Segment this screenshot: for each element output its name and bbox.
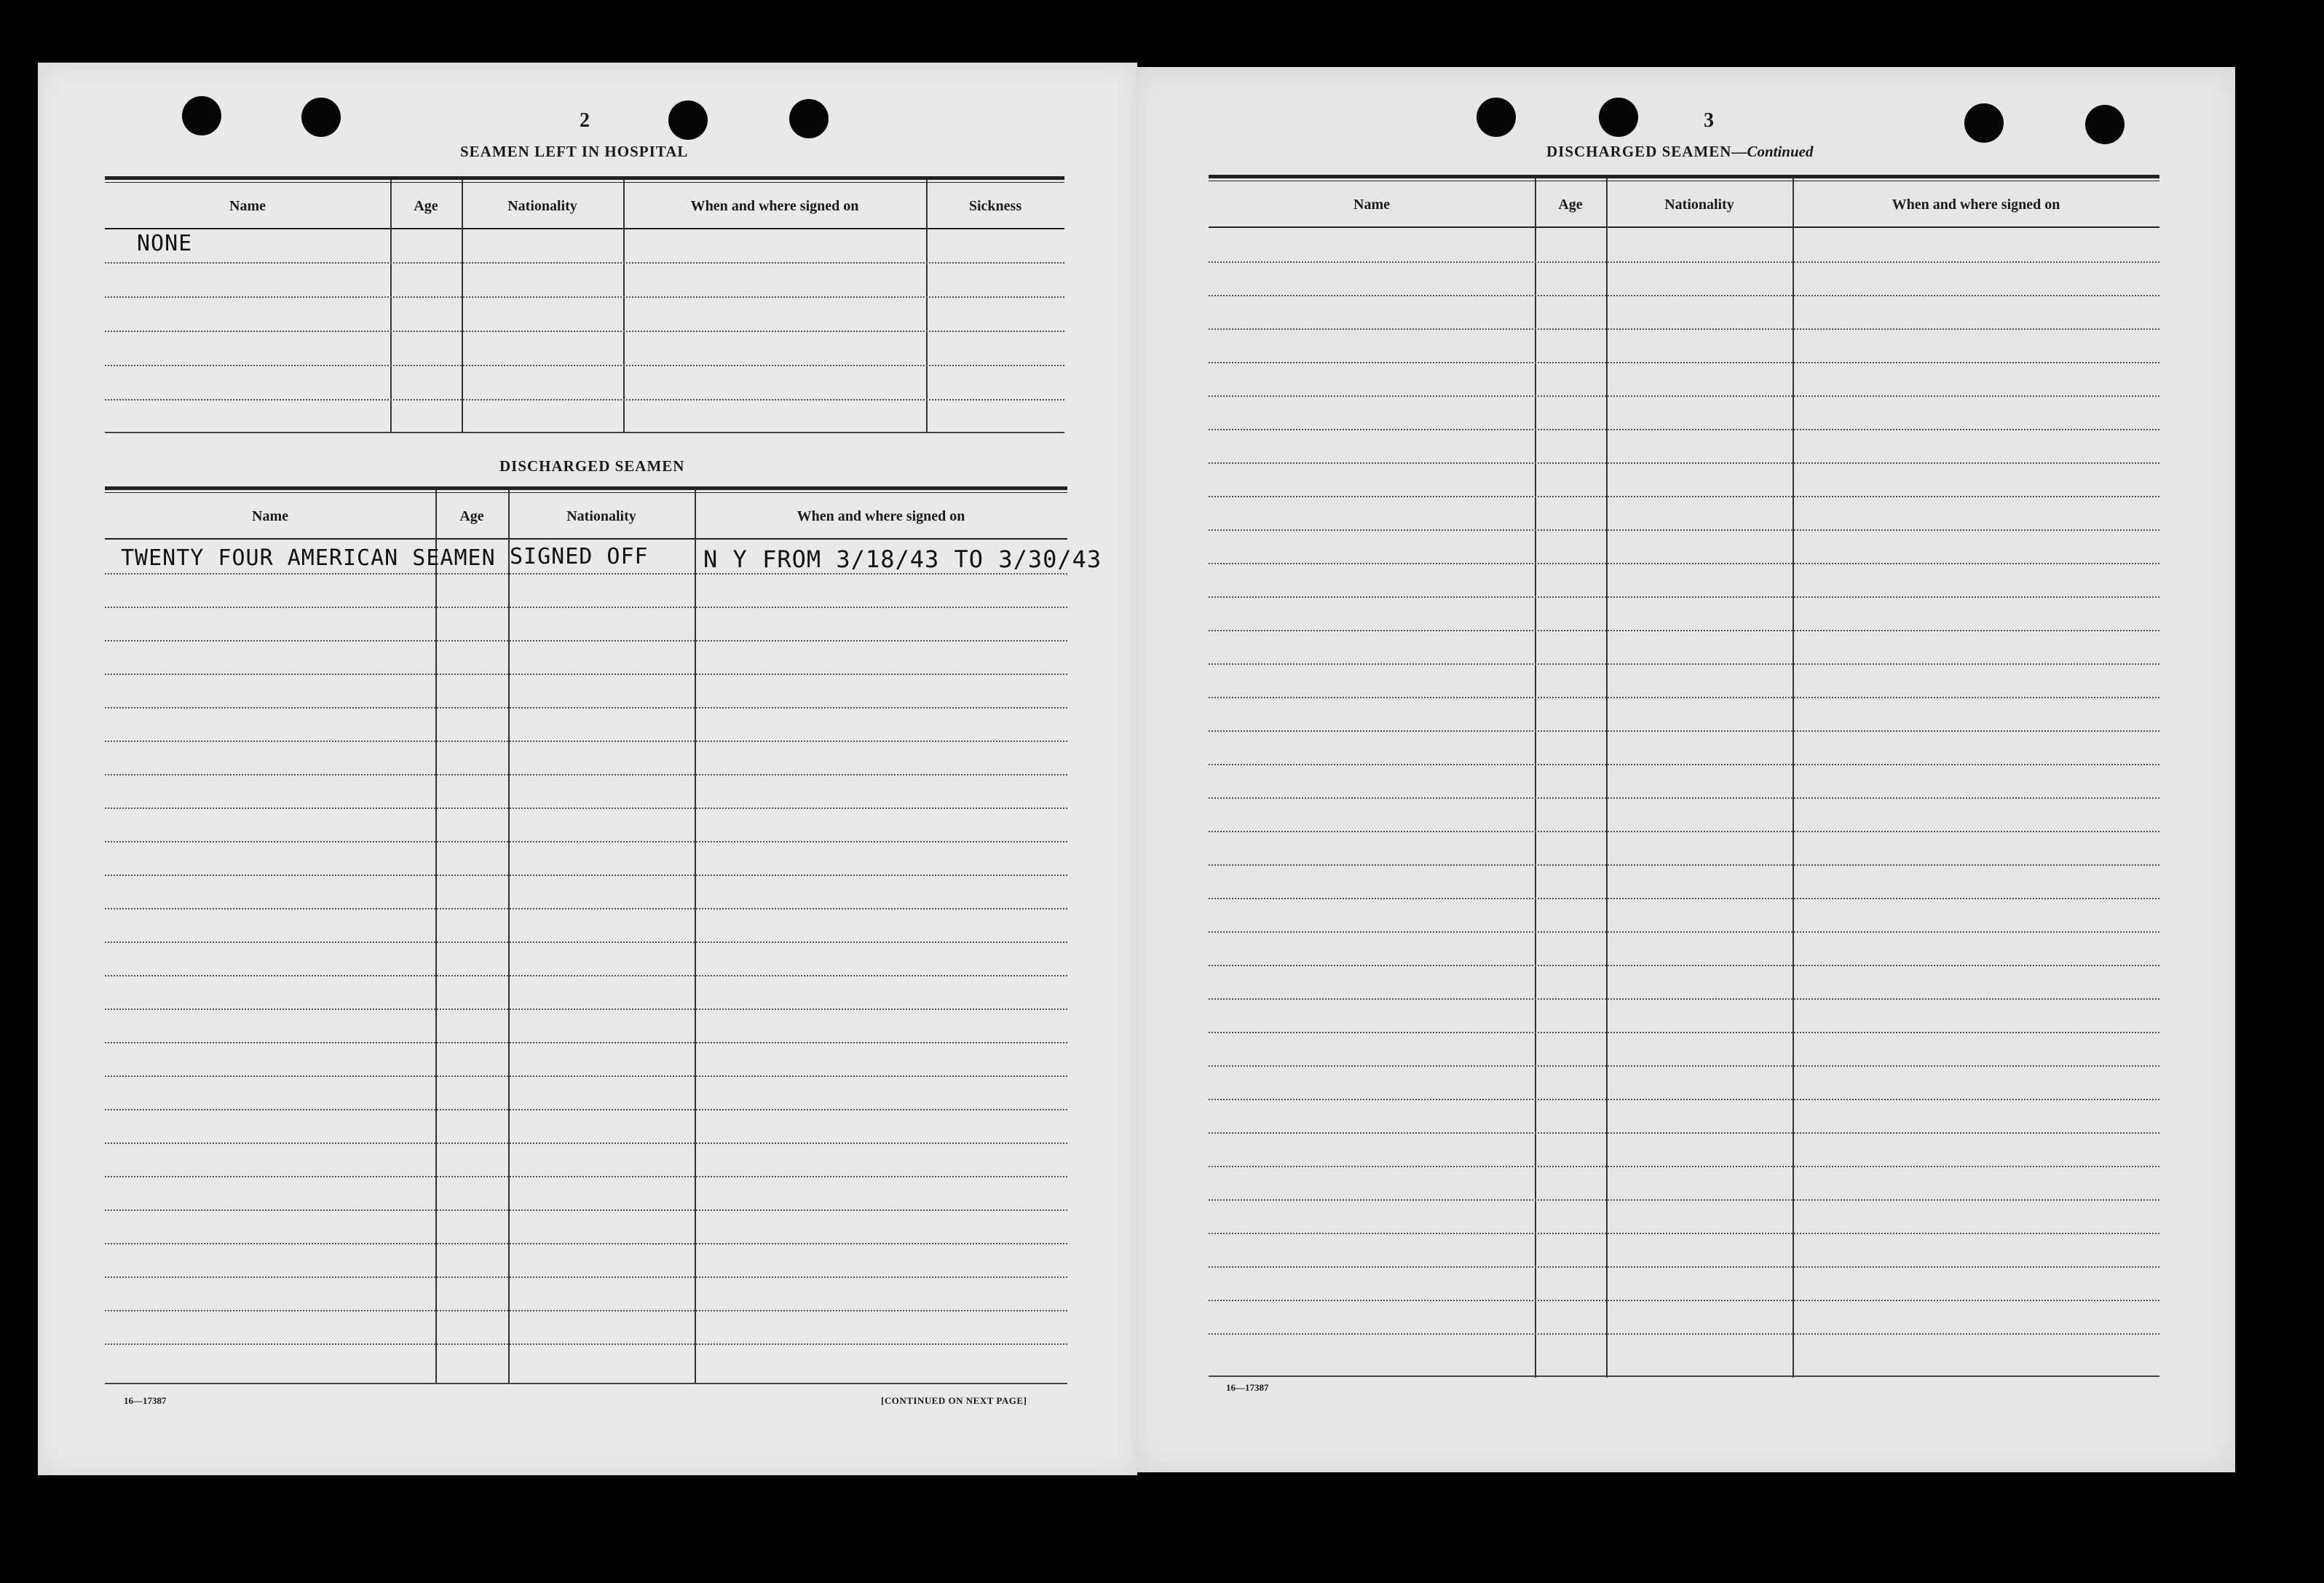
page-number: 2 <box>580 109 590 132</box>
column-header-name: Name <box>1353 196 1390 213</box>
column-header-age: Age <box>414 197 438 214</box>
page-number: 3 <box>1704 109 1714 132</box>
hospital-section-title: SEAMEN LEFT IN HOSPITAL <box>460 143 689 160</box>
title-main: DISCHARGED SEAMEN <box>1546 143 1732 160</box>
column-header-signed-on: When and where signed on <box>690 197 859 214</box>
title-suffix: —Continued <box>1731 143 1814 160</box>
column-header-sickness: Sickness <box>968 197 1022 214</box>
discharged-table <box>105 486 1102 1383</box>
right-page <box>1136 67 2235 1472</box>
column-header-signed-on: When and where signed on <box>797 508 965 524</box>
discharged-entry-name: TWENTY FOUR AMERICAN SEAMEN <box>121 545 496 571</box>
hospital-entry: NONE <box>137 231 193 256</box>
punch-hole <box>2085 105 2125 144</box>
punch-hole <box>301 98 341 137</box>
punch-hole <box>668 100 708 140</box>
punch-hole <box>1964 103 2004 143</box>
column-header-name: Name <box>252 508 288 524</box>
punch-hole <box>182 96 221 135</box>
discharged-continued-title <box>1546 143 1814 161</box>
column-header-age: Age <box>1558 196 1583 213</box>
punch-hole <box>789 99 829 138</box>
column-header-nationality: Nationality <box>1664 196 1734 213</box>
discharged-entry-signed-on: N Y FROM 3/18/43 TO 3/30/43 <box>703 545 1102 573</box>
column-header-age: Age <box>459 508 484 524</box>
hospital-table <box>105 176 1064 433</box>
form-code: 16—17387 <box>1226 1382 1269 1393</box>
column-header-nationality: Nationality <box>566 508 636 524</box>
column-header-name: Name <box>229 197 266 214</box>
discharged-entry-nationality: SIGNED OFF <box>510 544 649 569</box>
continued-note: [CONTINUED ON NEXT PAGE] <box>881 1395 1027 1406</box>
punch-hole <box>1477 98 1516 137</box>
column-header-signed-on: When and where signed on <box>1892 196 2060 213</box>
column-header-nationality: Nationality <box>507 197 577 214</box>
form-code: 16—17387 <box>124 1395 167 1406</box>
discharged-section-title: DISCHARGED SEAMEN <box>499 457 685 475</box>
left-page <box>38 63 1137 1475</box>
discharged-continued-table <box>1209 175 2159 1378</box>
punch-hole <box>1599 98 1638 137</box>
